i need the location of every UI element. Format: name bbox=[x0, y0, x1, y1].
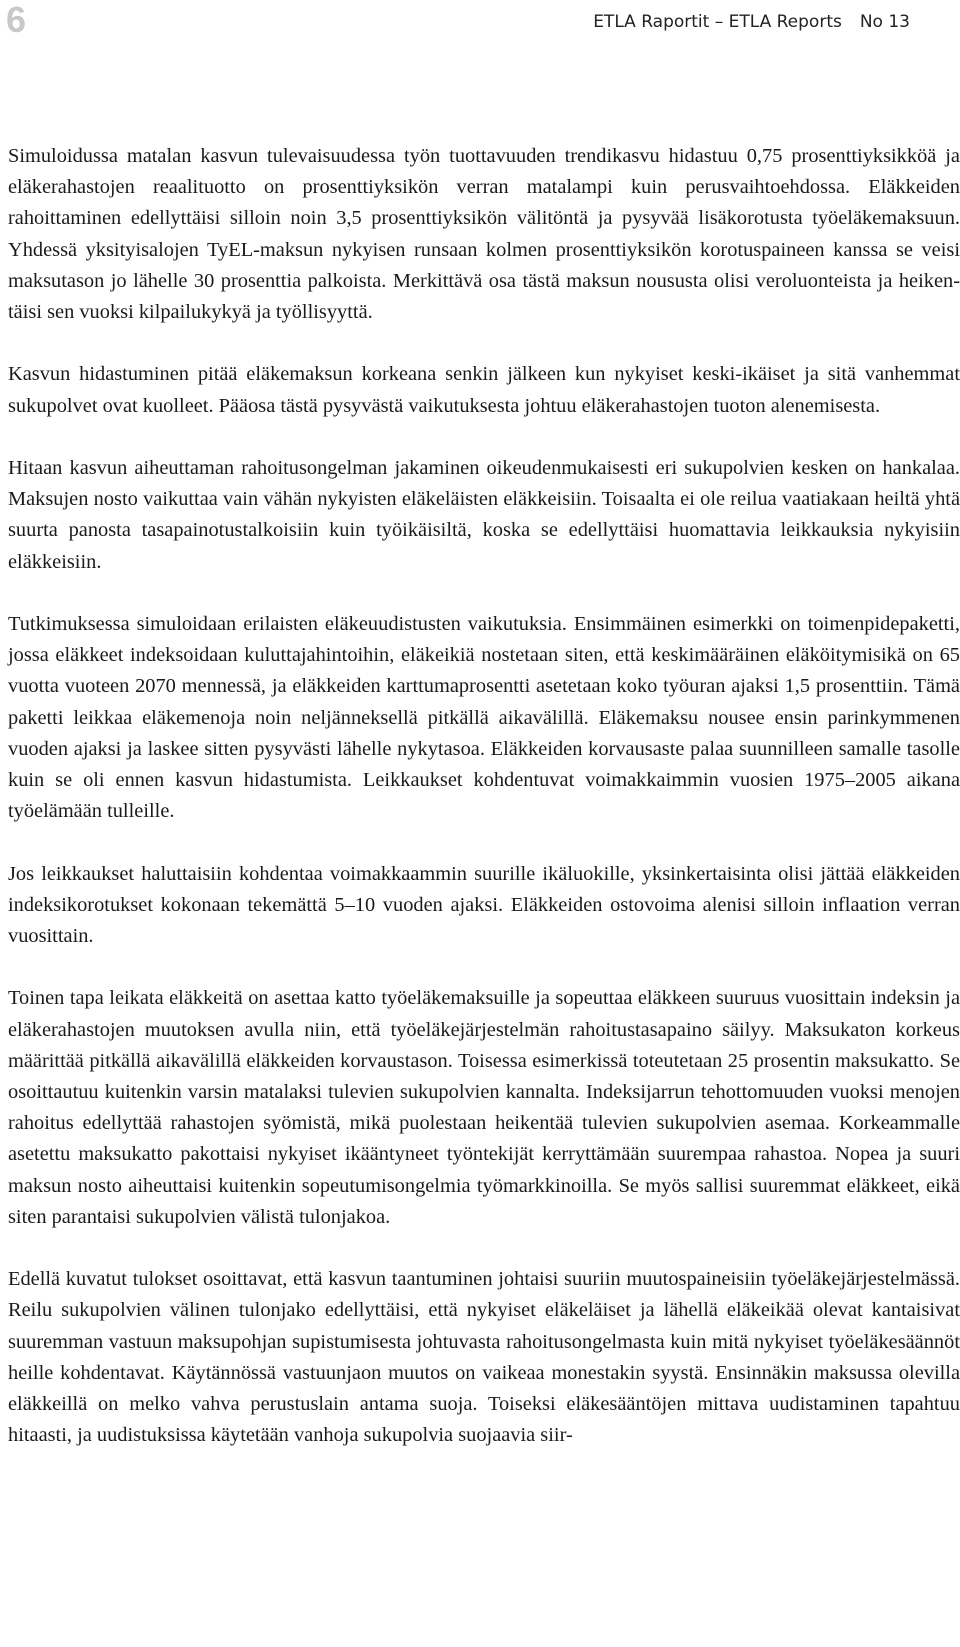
publication-title: ETLA Raportit – ETLA Reports bbox=[593, 12, 842, 32]
page-number: 6 bbox=[6, 0, 27, 40]
paragraph: Tutkimuksessa simuloidaan erilaisten eläkeuudistusten vaikutuksia. Ensimmäinen esimerkki on toimenpidepaketti, jossa eläkkeet indeksoidaan kuluttajahintoihin, eläkeikiä nostetaan siten, että keskimääräinen eläköitymisikä on 65 vuotta vuoteen 2070 mennessä, ja eläkkeiden karttumaprosentti asetetaan koko työuran ajaksi 1,5 prosenttiin. Tämä paketti leikkaa eläkemenoja noin neljänneksellä pitkällä aikavälillä. Eläkemaksu nousee ensin parinkymmenen vuoden ajaksi ja laskee sitten pysyvästi lähelle nykytasoa. Eläkkeiden korvausaste palaa suunnilleen samalle tasolle kuin se oli ennen kasvun hidastumista. Leikkaukset kohdentuvat voimakkaimmin vuosien 1975–2005 aikana työelämään tulleille. bbox=[8, 613, 960, 823]
running-header bbox=[593, 10, 910, 34]
paragraph: Toinen tapa leikata eläkkeitä on asettaa katto työeläkemaksuille ja sopeuttaa eläkkeen suuruus vuosittain indeksin ja eläkerahastojen muutoksen avulla niin, että työeläkejärjestelmän rahoitustasapaino säilyy. Maksukaton korkeus määrittää pitkällä aikavälillä eläkkeiden korvaustason. Toisessa esimerkissä toteutetaan 25 prosentin maksukatto. Se osoittautuu kuitenkin varsin matalaksi tulevien sukupolvien kannalta. Indeksijarrun tehottomuuden vuoksi menojen rahoitus edellyttää rahastojen syömistä, mikä puolestaan heikentää tulevien sukupolvien asemaa. Korkeammalle asetettu maksukatto pakottaisi nykyiset ikääntyneet työntekijät kerryttämään suurempaa rahastoa. Nopea ja suuri maksun nosto aiheuttaisi kuitenkin sopeutumisongelmia työmarkkinoilla. Se myös sallisi suuremmat eläkkeet, eikä siten parantaisi sukupolvien välistä tulonjakoa. bbox=[8, 987, 960, 1228]
paragraph: Simuloidussa matalan kasvun tulevaisuudessa työn tuottavuuden trendikasvu hidastuu 0,75 prosenttiyksikköä ja eläkerahastojen reaalituotto on prosenttiyksikön verran matalampi kuin perusvaihtoehdossa. Eläkkeiden rahoittaminen edellyttäisi silloin noin 3,5 prosenttiyksikön välitöntä ja pysyvää lisäkorotusta työeläkemaksuun. Yhdessä yksityisalojen TyEL-maksun nykyisen runsaan kolmen prosenttiyksikön korotuspaineen kanssa se veisi maksutason jo lähelle 30 prosenttia palkoista. Merkittävä osa tästä maksun noususta olisi veroluonteista ja heikentäisi sen vuoksi kilpailukykyä ja työllisyyttä. bbox=[8, 145, 960, 324]
paragraph: Kasvun hidastuminen pitää eläkemaksun korkeana senkin jälkeen kun nykyiset keski-ikäiset ja sitä vanhemmat sukupolvet ovat kuolleet. Pääosa tästä pysyvästä vaikutuksesta johtuu eläkerahastojen tuoton alenemisesta. bbox=[8, 363, 960, 417]
paragraph: Hitaan kasvun aiheuttaman rahoitusongelman jakaminen oikeudenmukaisesti eri sukupolvien kesken on hankalaa. Maksujen nosto vaikuttaa vain vähän nykyisten eläkeläisten eläkkeisiin. Toisaalta ei ole reilua vaatiakaan heiltä yhtä suurta panosta tasapainotustalkoisiin kuin työikäisiltä, koska se edellyttäisi huomattavia leikkauksia nykyisiin eläkkeisiin. bbox=[8, 457, 960, 573]
body-text bbox=[8, 141, 960, 1483]
paragraph: Edellä kuvatut tulokset osoittavat, että kasvun taantuminen johtaisi suuriin muutospaineisiin työeläkejärjestelmässä. Reilu sukupolvien välinen tulonjako edellyttäisi, että nykyiset eläkeläiset ja lähellä eläkeikää olevat kantaisivat suuremman vastuun maksupohjan supistumisesta johtuvasta rahoitusongelmasta kuin mitä nykyiset työeläkesäännöt heille kohdentavat. Käytännössä vastuunjaon muutos on vaikeaa monestakin syystä. Ensinnäkin maksussa olevilla eläkkeillä on melko vahva perustuslain antama suoja. Toiseksi eläkesääntöjen mittava uudistaminen tapahtuu hitaasti, ja uudistuksissa käytetään vanhoja sukupolvia suojaavia siir- bbox=[8, 1268, 960, 1447]
issue-number: No 13 bbox=[859, 12, 910, 32]
paragraph: Jos leikkaukset haluttaisiin kohdentaa voimakkaammin suurille ikäluokille, yksinkertaisinta olisi jättää eläkkeiden indeksikorotukset kokonaan tekemättä 5–10 vuoden ajaksi. Eläkkeiden ostovoima alenisi silloin inflaation verran vuosittain. bbox=[8, 862, 960, 948]
